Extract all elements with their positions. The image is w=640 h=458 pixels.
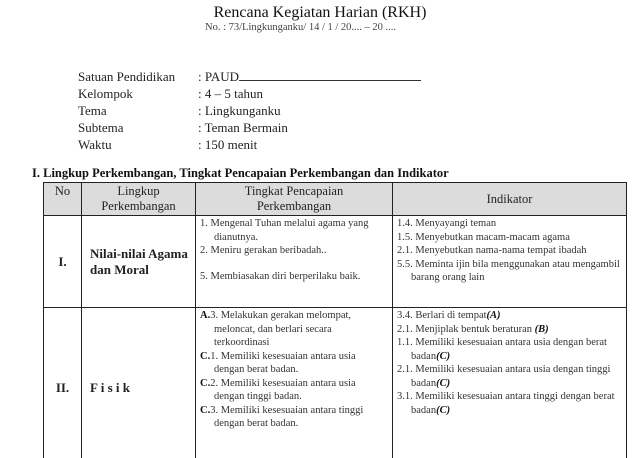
list-item: [397, 390, 622, 417]
item-text: 2. Memiliki kesesuaian antara usia dengan tinggi badan.: [210, 377, 356, 402]
table-header-row: [44, 183, 627, 216]
item-key: (C): [436, 404, 451, 416]
header-indikator: Indikator: [393, 183, 627, 216]
blank-line: [239, 69, 421, 81]
info-value: : 150 menit: [198, 137, 258, 152]
info-value: : Teman Bermain: [198, 120, 288, 135]
item-key: C.: [200, 350, 211, 362]
header-tpp: Tingkat Pencapaian Perkembangan: [196, 183, 393, 216]
info-value: : Lingkunganku: [198, 103, 281, 118]
list-item: 2. Meniru gerakan beribadah..: [200, 245, 327, 256]
row-area: Nilai-nilai Agama dan Moral: [82, 216, 196, 308]
document-title: Rencana Kegiatan Harian (RKH): [213, 4, 427, 21]
document-number: No. : 73/Lingkunganku/ 14 / 1 / 20.... – 20 ....: [205, 22, 397, 33]
header-lingkup: Lingkup Perkembangan: [82, 183, 196, 216]
development-table: [43, 182, 627, 458]
item-key: (C): [436, 350, 451, 362]
info-label: Satuan Pendidikan: [78, 69, 176, 84]
list-item: [200, 404, 388, 431]
item-key: (B): [534, 323, 549, 335]
list-item: [397, 336, 622, 363]
header-no: No: [44, 183, 82, 216]
info-label: Subtema: [78, 120, 124, 135]
item-key: (C): [436, 377, 451, 389]
info-value: [198, 69, 421, 85]
list-item: [397, 323, 622, 337]
list-item: 5.5. Meminta ijin bila menggunakan atau mengambil barang orang lain: [397, 258, 620, 283]
item-key: C.: [200, 404, 211, 416]
item-key: A.: [200, 310, 211, 321]
info-label: Tema: [78, 103, 107, 118]
info-value-text: : PAUD: [198, 69, 240, 84]
item-key: C.: [200, 377, 211, 389]
row-indikator: [393, 216, 627, 308]
table-row: [44, 308, 627, 458]
row-number: I.: [44, 216, 82, 308]
list-item: 5. Membiasakan diri berperilaku baik.: [200, 270, 361, 282]
list-item: [200, 350, 388, 377]
item-text: 2.1. Memiliki kesesuaian antara usia dengan tinggi badan: [397, 364, 611, 389]
item-key: (A): [486, 310, 501, 321]
info-value: : 4 – 5 tahun: [198, 86, 263, 101]
item-text: 3.4. Berlari di tempat: [397, 310, 487, 321]
row-tpp: [196, 308, 393, 458]
row-indikator: [393, 308, 627, 458]
item-text: 3.1. Memiliki kesesuaian antara tinggi dengan berat badan: [397, 391, 615, 416]
info-label: Waktu: [78, 137, 112, 152]
list-item: 1.5. Menyebutkan macam-macam agama: [397, 231, 570, 243]
row-area: F i s i k: [82, 308, 196, 458]
row-tpp: [196, 216, 393, 308]
list-item: [397, 363, 622, 390]
list-item: [200, 377, 388, 404]
list-item: [200, 309, 388, 350]
section-title: I. Lingkup Perkembangan, Tingkat Pencapaian Perkembangan dan Indikator: [32, 166, 449, 180]
item-text: 1. Memiliki kesesuaian antara usia dengan berat badan.: [210, 350, 356, 375]
item-text: 1.1. Memiliki kesesuaian antara usia dengan berat badan: [397, 337, 607, 362]
info-label: Kelompok: [78, 86, 133, 101]
item-text: 3. Melakukan gerakan melompat, meloncat, dan berlari secara terkoordinasi: [210, 310, 352, 348]
list-item: [397, 309, 622, 323]
list-item: 2.1. Menyebutkan nama-nama tempat ibadah: [397, 245, 587, 256]
row-number: II.: [44, 308, 82, 458]
list-item: 1. Mengenal Tuhan melalui agama yang dianutnya.: [200, 218, 369, 243]
table-row: [44, 216, 627, 308]
list-item: 1.4. Menyayangi teman: [397, 218, 497, 229]
item-text: 2.1. Menjiplak bentuk beraturan: [397, 323, 535, 335]
item-text: 3. Memiliki kesesuaian antara tinggi dengan berat badan.: [210, 404, 364, 429]
